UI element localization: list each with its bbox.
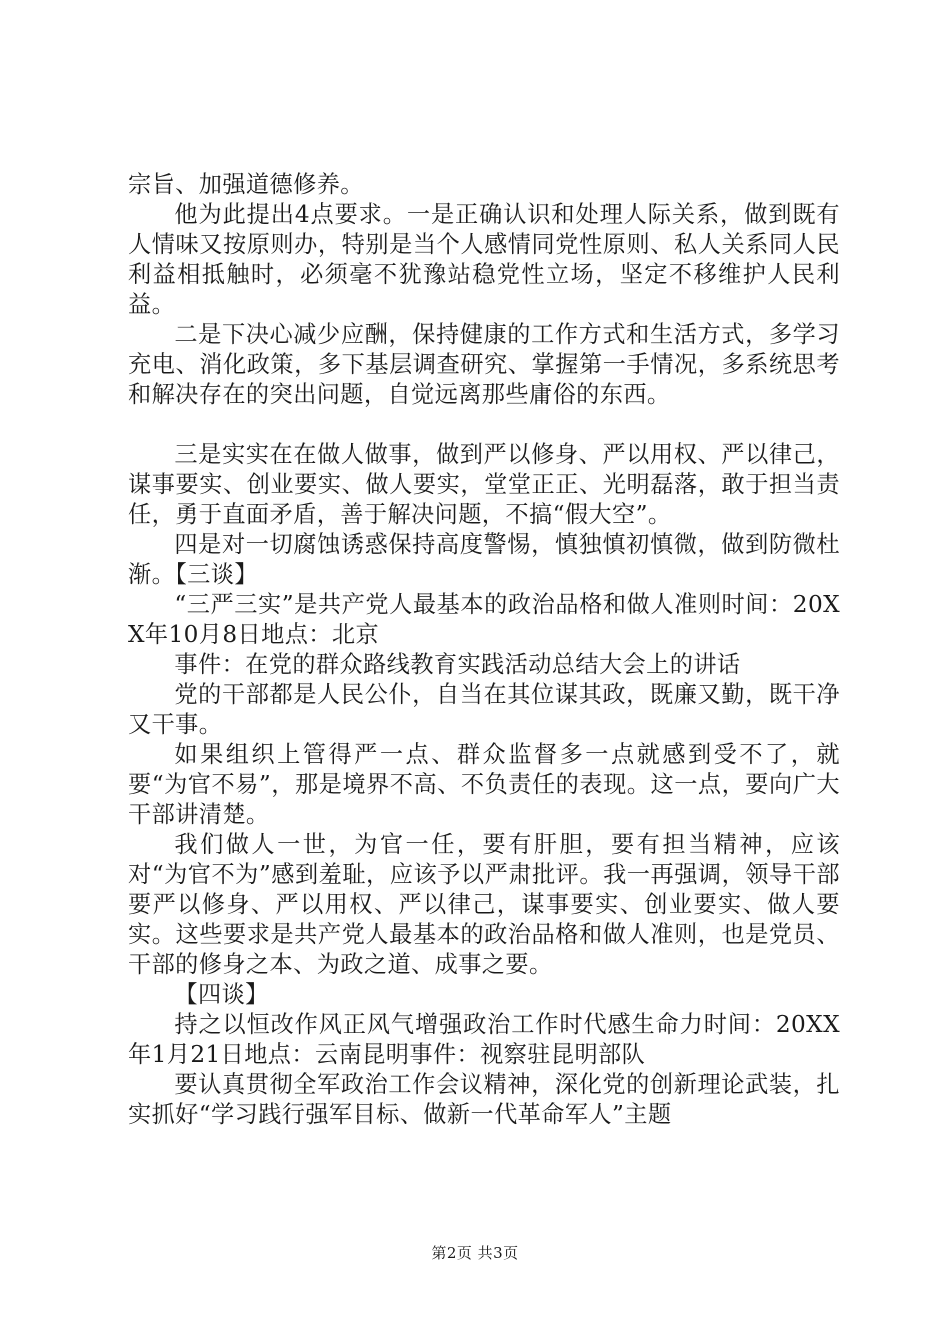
paragraph-3: 二是下决心减少应酬，保持健康的工作方式和生活方式，多学习充电、消化政策，多下基层调查研究、掌握第一手情况，多系统思考和解决存在的突出问题，自觉远离那些庸俗的东西。 <box>128 321 840 408</box>
paragraph-4: 三是实实在在做人做事，做到严以修身、严以用权、严以律己，谋事要实、创业要实、做人要实，堂堂正正、光明磊落，敢于担当责任，勇于直面矛盾，善于解决问题，不搞“假大空”。 <box>128 441 840 528</box>
paragraph-8: 党的干部都是人民公仆，自当在其位谋其政，既廉又勤，既干净又干事。 <box>128 681 840 738</box>
paragraph-5: 四是对一切腐蚀诱惑保持高度警惕，慎独慎初慎微，做到防微杜渐。【三谈】 <box>128 531 840 588</box>
paragraph-9: 如果组织上管得严一点、群众监督多一点就感到受不了，就要“为官不易”，那是境界不高、不负责任的表现。这一点，要向广大干部讲清楚。 <box>128 741 840 828</box>
paragraph-6: “三严三实”是共产党人最基本的政治品格和做人准则时间：20XX年10月8日地点：北京 <box>128 591 840 648</box>
paragraph-7: 事件：在党的群众路线教育实践活动总结大会上的讲话 <box>174 651 741 678</box>
paragraph-10: 我们做人一世，为官一任，要有肝胆，要有担当精神，应该对“为官不为”感到羞耻，应该予以严肃批评。我一再强调，领导干部要严以修身、严以用权、严以律己，谋事要实、创业要实、做人要实。这些要求是共产党人最基本的政治品格和做人准则，也是党员、干部的修身之本、为政之道、成事之要。 <box>128 831 840 978</box>
document-body <box>128 170 840 1130</box>
page-number-footer: 第2页 共3页 <box>431 1244 519 1262</box>
section-heading-four: 【四谈】 <box>174 981 269 1008</box>
paragraph-12: 持之以恒改作风正风气增强政治工作时代感生命力时间：20XX年1月21日地点：云南昆明事件：视察驻昆明部队 <box>128 1011 840 1068</box>
paragraph-1: 宗旨、加强道德修养。 <box>128 171 364 198</box>
paragraph-2: 他为此提出4点要求。一是正确认识和处理人际关系，做到既有人情味又按原则办，特别是当个人感情同党性原则、私人关系同人民利益相抵触时，必须毫不犹豫站稳党性立场，坚定不移维护人民利益。 <box>128 201 840 318</box>
paragraph-13: 要认真贯彻全军政治工作会议精神，深化党的创新理论武装，扎实抓好“学习践行强军目标、做新一代革命军人”主题 <box>128 1071 840 1128</box>
